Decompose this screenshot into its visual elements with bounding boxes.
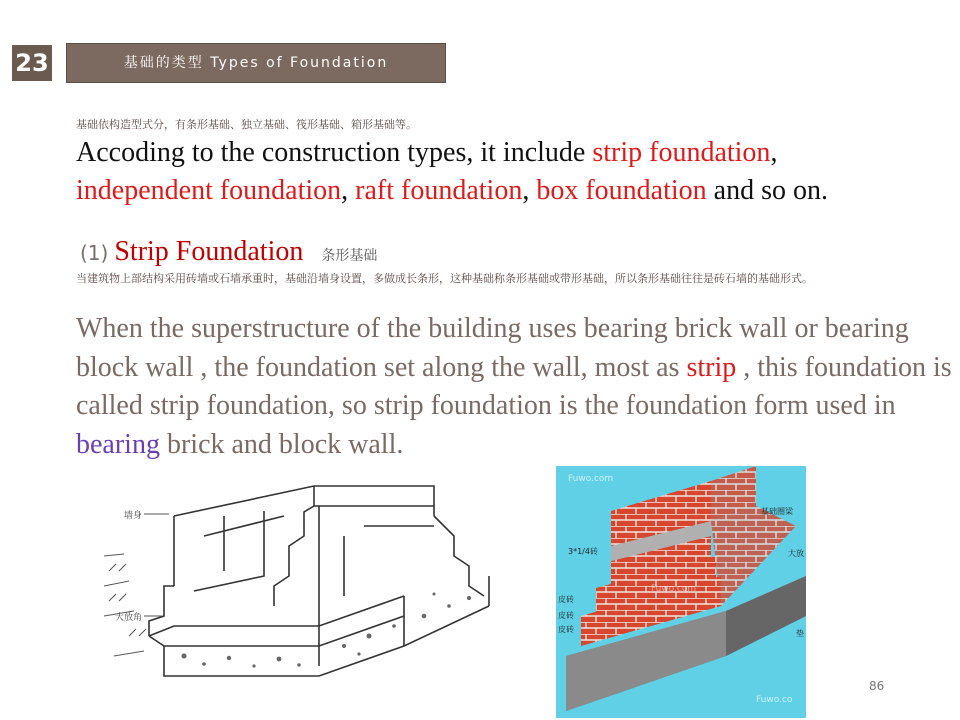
section-number: (1) — [80, 241, 109, 265]
body-part-2: , this foundation is called strip foundation, so strip foundation is the foundation form used in — [76, 351, 952, 421]
section-heading — [80, 236, 377, 268]
term-strip: strip — [686, 351, 737, 383]
term-independent-foundation: independent foundation — [76, 175, 342, 206]
label-footing-side: 大放 — [788, 549, 804, 558]
watermark-top: Fuwo.com — [568, 474, 614, 484]
intro-separator: , — [341, 175, 356, 206]
label-left-2: 皮砖 — [558, 611, 574, 620]
label-left-3: 皮砖 — [558, 625, 574, 634]
section-body — [76, 310, 956, 464]
section-title-cn: 条形基础 — [321, 248, 378, 264]
body-part-1: When the superstructure of the building uses bearing brick wall or bearing block wall , the foundation set along the wall, most as — [76, 313, 909, 383]
page-number: 86 — [869, 679, 885, 693]
intro-chinese-text: 基础依构造型式分，有条形基础、独立基础、筏形基础、箱形基础等。 — [76, 118, 417, 131]
label-left-1: 皮砖 — [558, 595, 574, 604]
brick-foundation-illustration — [556, 466, 806, 718]
term-strip-foundation: strip foundation — [592, 137, 771, 168]
label-footing: 大放角 — [114, 613, 142, 623]
intro-paragraph — [76, 134, 946, 210]
section-title-en: Strip Foundation — [114, 236, 304, 267]
term-box-foundation: box foundation — [536, 175, 707, 206]
label-ring-beam: 基础圈梁 — [761, 507, 793, 516]
watermark-bottom: Fuwo.co — [756, 695, 793, 705]
body-part-3: brick and block wall. — [159, 428, 404, 460]
label-course: 3*1/4砖 — [568, 547, 598, 556]
watermark-middle: Fuwo.com — [651, 584, 697, 594]
intro-prefix: Accoding to the construction types, it include — [76, 137, 593, 168]
intro-separator: , — [770, 137, 778, 168]
term-bearing: bearing — [76, 428, 160, 460]
intro-separator: , — [522, 175, 537, 206]
label-cushion: 垫 — [796, 629, 804, 638]
strip-foundation-sketch — [104, 476, 496, 688]
intro-suffix: and so on. — [706, 175, 828, 206]
slide-number: 23 — [12, 45, 52, 81]
term-raft-foundation: raft foundation — [355, 175, 523, 206]
slide-title: 基础的类型 Types of Foundation — [66, 43, 446, 83]
label-wall: 墙身 — [123, 511, 142, 521]
section-chinese-description: 当建筑物上部结构采用砖墙或石墙承重时，基础沿墙身设置，多做成长条形，这种基础称条形基础或带形基础，所以条形基础往往是砖石墙的基础形式。 — [76, 272, 813, 285]
